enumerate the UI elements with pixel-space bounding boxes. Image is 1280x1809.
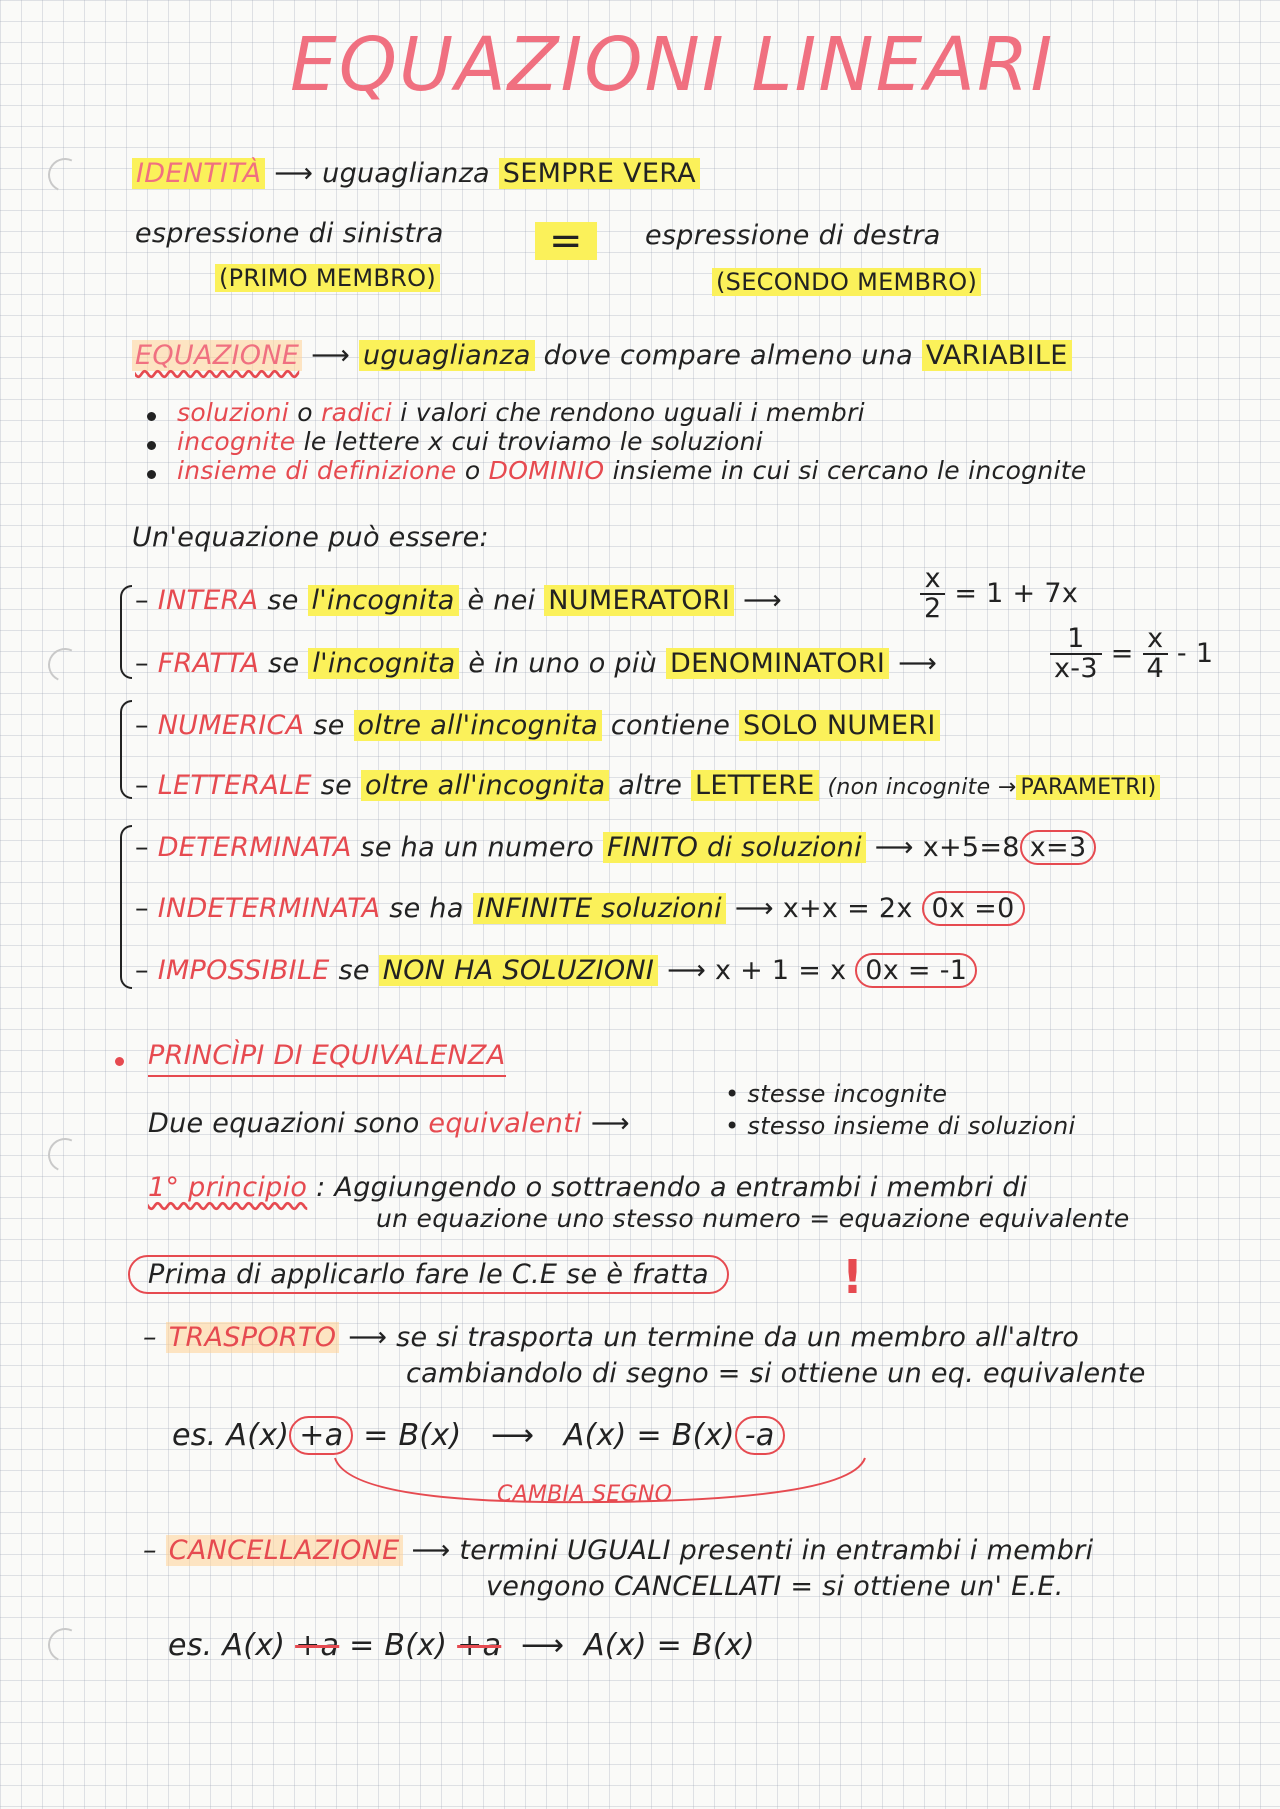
bullet-dominio: insieme di definizione o DOMINIO insieme in cui si cercano le incognite — [177, 456, 1087, 485]
primo-principio: 1° principio : Aggiungendo o sottraendo a entrambi i membri di — [148, 1172, 1028, 1203]
intera-row: – INTERA se l'incognita è nei NUMERATORI ⟶ — [135, 585, 783, 616]
primo-principio-line2: un equazione uno stesso numero = equazione equivalente — [376, 1204, 1130, 1233]
fratta-note-box: Prima di applicarlo fare le C.E se è fratta — [128, 1255, 729, 1294]
equazione-def-highlight: uguaglianza — [359, 340, 535, 371]
equals-sign: = — [535, 222, 597, 260]
cond1: • stesse incognite — [725, 1080, 948, 1108]
equazione-variabile: VARIABILE — [922, 340, 1072, 371]
letterale-row: – LETTERALE se oltre all'incognita altre LETTERE (non incognite → PARAMETRI) — [135, 770, 1160, 801]
equazione-def: dove compare almeno una — [543, 340, 913, 371]
indeterminata-row: – INDETERMINATA se ha INFINITE soluzioni ⟶ x+x = 2x 0x =0 — [135, 893, 1025, 924]
equazione-line — [132, 340, 1072, 371]
arrow-icon: ⟶ — [311, 340, 351, 371]
cancellazione-row: – CANCELLAZIONE ⟶ termini UGUALI presenti in entrambi i membri — [143, 1535, 1094, 1566]
bullet-dot — [115, 1057, 124, 1066]
binder-hole — [43, 643, 87, 687]
determinata-row: – DETERMINATA se ha un numero FINITO di soluzioni ⟶ x+5=8 x=3 — [135, 832, 1096, 863]
right-subtitle: (SECONDO MEMBRO) — [712, 268, 981, 296]
brace — [120, 700, 132, 799]
fratta-example: $\frac{1}{x-3}$ = $\frac{x}{4}$ - 1 — [1050, 625, 1213, 684]
result-ring: 0x = -1 — [855, 953, 977, 988]
trasporto-row: – TRASPORTO ⟶ se si trasporta un termine da un membro all'altro — [143, 1322, 1080, 1353]
equazione-term: EQUAZIONE — [132, 340, 302, 371]
binder-hole — [43, 153, 87, 197]
result-ring: 0x =0 — [922, 891, 1025, 926]
binder-hole — [43, 1623, 87, 1667]
due-equazioni: Due equazioni sono equivalenti ⟶ — [148, 1108, 630, 1139]
right-expression: espressione di destra — [645, 220, 941, 251]
identita-def-highlight: SEMPRE VERA — [499, 158, 700, 189]
minus-a-ring: -a — [735, 1416, 785, 1455]
cancellazione-example: es. A(x) +a = B(x) +a ⟶ A(x) = B(x) — [168, 1628, 755, 1663]
intera-example: $\frac{x}{2}$ = 1 + 7x — [920, 565, 1078, 624]
impossibile-row: – IMPOSSIBILE se NON HA SOLUZIONI ⟶ x + 1 = x 0x = -1 — [135, 955, 977, 986]
plus-a-ring: +a — [289, 1416, 353, 1455]
trasporto-example: es. A(x) +a = B(x) ⟶ A(x) = B(x) -a — [172, 1418, 785, 1453]
identita-term: IDENTITÀ — [132, 158, 265, 189]
identita-def: uguaglianza — [322, 158, 490, 189]
page-title: EQUAZIONI LINEARI — [290, 22, 1055, 108]
arrow-icon: ⟶ — [274, 158, 314, 189]
brace — [120, 825, 132, 989]
puo-essere: Un'equazione può essere: — [132, 522, 489, 553]
exclamation-icon: ! — [842, 1250, 863, 1304]
bullet-soluzioni: soluzioni o radici i valori che rendono uguali i membri — [177, 398, 865, 427]
identita-line — [132, 158, 700, 189]
numerica-row: – NUMERICA se oltre all'incognita contiene SOLO NUMERI — [135, 710, 940, 741]
cancellazione-line2: vengono CANCELLATI = si ottiene un' E.E. — [486, 1571, 1064, 1602]
bullet-incognite: incognite le lettere x cui troviamo le soluzioni — [177, 427, 764, 456]
result-ring: x=3 — [1020, 830, 1097, 865]
bullet-dot — [147, 470, 156, 479]
binder-hole — [43, 1133, 87, 1177]
cambia-segno-note: CAMBIA SEGNO — [497, 1482, 673, 1507]
fratta-row: – FRATTA se l'incognita è in uno o più DENOMINATORI ⟶ — [135, 648, 938, 679]
bullet-dot — [147, 441, 156, 450]
bullet-dot — [147, 412, 156, 421]
left-subtitle: (PRIMO MEMBRO) — [215, 264, 440, 292]
brace — [120, 585, 132, 679]
trasporto-line2: cambiandolo di segno = si ottiene un eq. equivalente — [406, 1358, 1146, 1389]
left-expression: espressione di sinistra — [135, 218, 444, 249]
principi-heading: PRINCÌPI DI EQUIVALENZA — [148, 1040, 506, 1077]
cond2: • stesso insieme di soluzioni — [725, 1112, 1076, 1140]
